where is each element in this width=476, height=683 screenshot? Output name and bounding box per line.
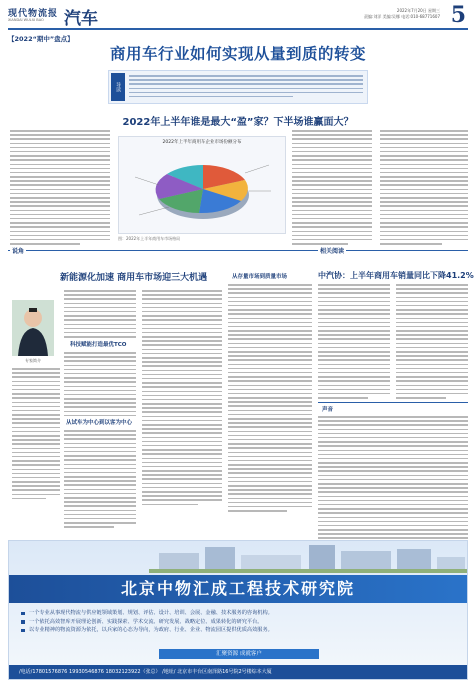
ad-contact: /电话/17801576876 19930546876 18032123922（张总） /地址/ 北京市丰台区南泽路16号院2号楼综本大厦 <box>9 665 467 679</box>
advertisement <box>8 540 468 680</box>
ad-item: 以专业精神的物流资源为依托，以兵家的心态为导向，为政府、行业、企业、物流园区提供优质高效服务。 <box>21 626 461 635</box>
market-share-chart <box>118 136 286 234</box>
ad-item: 一个专业从事现代物流与供应链领域策划、规划、评估、设计、培训、会展、金融、技术服务的咨询机构。 <box>21 609 461 618</box>
mid-column-1b <box>64 352 136 419</box>
person-icon <box>12 300 54 356</box>
pie-chart-graphic <box>119 143 287 235</box>
right-headline: 中汽协：上半年商用车销量同比下降41.2% <box>318 271 474 280</box>
ad-slogan: 汇聚资源 成就客户 <box>159 649 319 659</box>
ad-title: 北京中物汇成工程技术研究院 <box>9 575 467 603</box>
lead-box <box>108 70 368 104</box>
ad-item: 一个依托高效智库开展理论创新、实践探索、学术交流、研究发展、战略定位、成果转化的研究平台。 <box>21 618 461 627</box>
right-subhead: 声音 <box>322 407 334 413</box>
right-column-1 <box>318 284 390 401</box>
right-column-3 <box>318 416 468 546</box>
page-number: 5 <box>450 2 466 28</box>
section-divider <box>8 250 468 251</box>
right-column-2 <box>396 284 468 401</box>
newspaper-logo: 现代物流报 <box>8 9 59 19</box>
mid-subhead-a: 科技赋能打造最优TCO <box>70 342 127 348</box>
section-title: 汽车 <box>64 9 98 29</box>
issue-date: 2022年7月20日 星期三 <box>396 8 440 13</box>
newspaper-logo-sub: XIANDAI WULIU BAO <box>8 18 44 22</box>
column-label-left: 说角 <box>12 248 25 255</box>
main-headline: 商用车行业如何实现从量到质的转变 <box>109 45 366 63</box>
mid-column-1c <box>64 430 136 531</box>
lead-tag: 导读 <box>111 73 125 101</box>
kicker: 【2022“期中”盘点】 <box>8 35 74 43</box>
left-bio-column <box>12 368 60 502</box>
mid-headline: 新能源化加速 商用车市场迎三大机遇 <box>60 273 208 283</box>
ad-item-list <box>21 609 461 635</box>
mid-subhead-c: 从存量市场到质量市场 <box>232 274 288 280</box>
mid-subhead-b: 从试车为中心到以客为中心 <box>66 420 133 426</box>
lead-text <box>129 75 363 100</box>
chart-caption: 图：2022年上半年商用车市场格局 <box>118 236 181 241</box>
article-column-4 <box>380 130 468 247</box>
editor-line: 责编:刘洋 美编:吴娜 电话:010-68771607 <box>363 14 440 19</box>
column-label-right: 相关阅读 <box>320 248 345 255</box>
section-subhead: 2022年上半年谁是最大“盈”家？下半场谁赢面大？ <box>122 117 354 128</box>
article-column-3 <box>292 130 372 247</box>
issue-meta <box>364 8 440 20</box>
mid-column-1 <box>64 290 136 340</box>
mid-column-3 <box>228 284 312 514</box>
right-divider <box>318 402 468 403</box>
chart-title: 2022年上半年商用车企业市场份额分布 <box>162 140 242 145</box>
author-portrait <box>12 300 54 356</box>
portrait-caption: 专家简介 <box>25 358 41 363</box>
article-column-1 <box>10 130 110 247</box>
masthead <box>8 4 468 30</box>
buildings-illustration <box>149 541 468 573</box>
mid-column-2 <box>142 290 222 508</box>
